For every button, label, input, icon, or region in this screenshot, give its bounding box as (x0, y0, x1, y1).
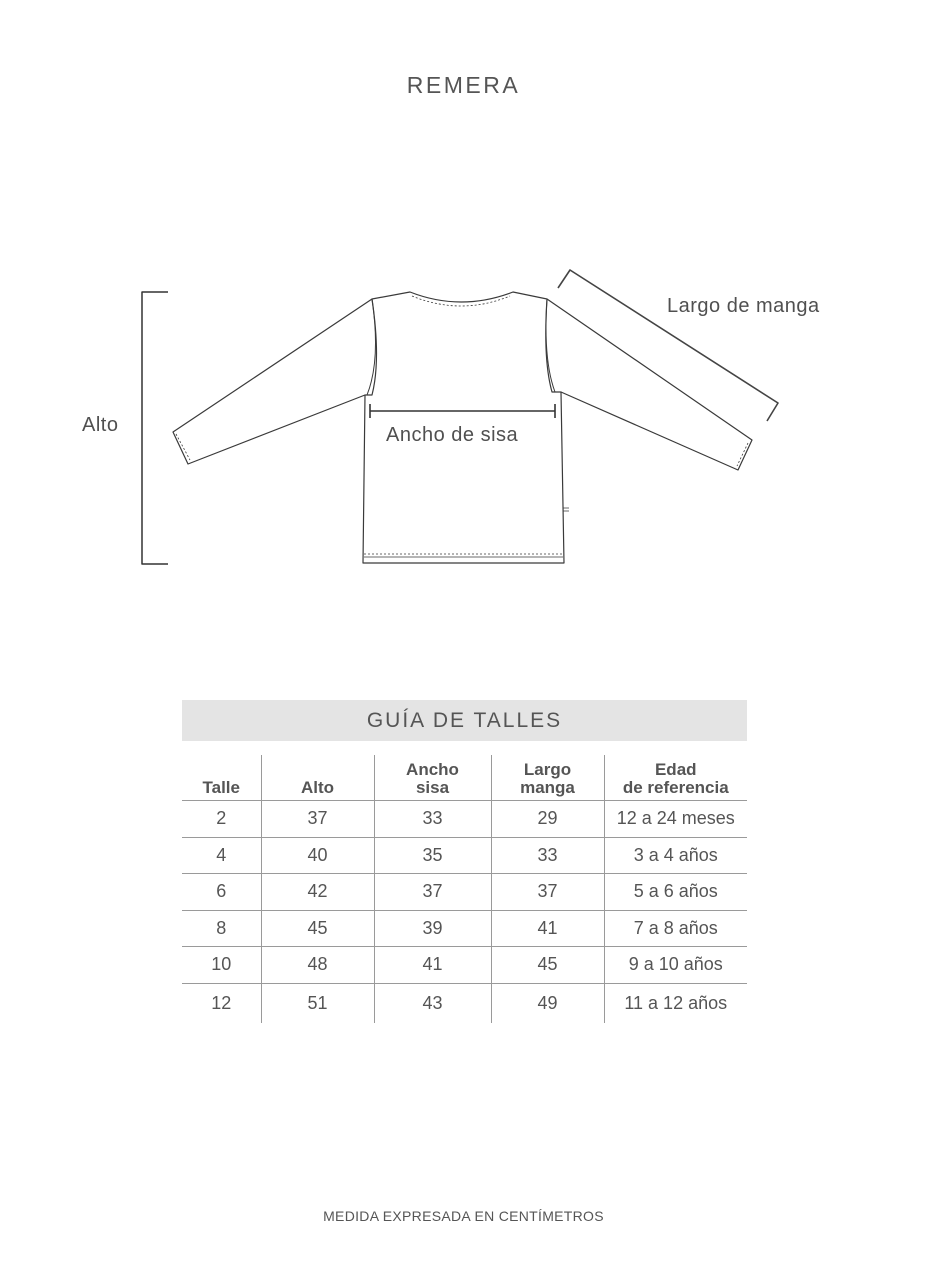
table-row (182, 983, 747, 1023)
table-cell-ancho-sisa: 41 (374, 947, 491, 984)
units-footnote: MEDIDA EXPRESADA EN CENTÍMETROS (323, 1208, 604, 1224)
largo-manga-measure-line (558, 270, 778, 421)
table-cell-alto: 37 (261, 801, 374, 838)
table-cell-talle: 6 (182, 874, 261, 911)
ancho-sisa-label: Ancho de sisa (386, 424, 519, 446)
column-header-ancho-sisa (374, 755, 491, 801)
column-header-alto (261, 755, 374, 801)
table-cell-alto: 51 (261, 983, 374, 1023)
table-cell-edad: 12 a 24 meses (604, 801, 747, 838)
column-header-text: sisa (415, 778, 450, 797)
table-cell-alto: 48 (261, 947, 374, 984)
table-row (182, 947, 747, 984)
size-guide-title: GUÍA DE TALLES (182, 700, 747, 741)
table-cell-ancho-sisa: 43 (374, 983, 491, 1023)
table-row (182, 910, 747, 947)
side-tag (563, 508, 569, 511)
table-cell-talle: 2 (182, 801, 261, 838)
column-header-text: Edad (654, 760, 697, 779)
table-cell-talle: 8 (182, 910, 261, 947)
table-cell-largo-manga: 29 (491, 801, 604, 838)
page-title: REMERA (406, 72, 521, 98)
table-cell-ancho-sisa: 35 (374, 837, 491, 874)
table-cell-largo-manga: 37 (491, 874, 604, 911)
right-sleeve-outline (547, 299, 752, 470)
table-cell-edad: 5 a 6 años (604, 874, 747, 911)
table-cell-talle: 10 (182, 947, 261, 984)
column-header-text: manga (520, 778, 575, 797)
table-cell-talle: 12 (211, 992, 232, 1013)
column-header-talle (182, 755, 261, 801)
table-cell-edad: 9 a 10 años (604, 947, 747, 984)
table-cell-ancho-sisa: 39 (374, 910, 491, 947)
largo-manga-label: Largo de manga (667, 295, 820, 317)
table-cell-ancho-sisa: 37 (374, 874, 491, 911)
alto-label: Alto (82, 414, 119, 436)
column-header-text: de referencia (622, 778, 729, 797)
column-header-text: Alto (300, 778, 335, 797)
alto-bracket (142, 292, 168, 564)
size-table (182, 755, 747, 1023)
left-sleeve-outline (173, 299, 372, 464)
table-cell-alto: 40 (261, 837, 374, 874)
column-header-largo-manga (491, 755, 604, 801)
table-row (182, 801, 747, 838)
table-row (182, 874, 747, 911)
column-header-text: Largo (523, 760, 572, 779)
table-row (182, 837, 747, 874)
table-cell-largo-manga: 41 (491, 910, 604, 947)
table-cell-edad: 11 a 12 años (604, 983, 747, 1023)
size-table-header-row (182, 755, 747, 801)
table-cell-largo-manga: 49 (491, 983, 604, 1023)
table-cell-edad: 3 a 4 años (604, 837, 747, 874)
table-cell-alto: 42 (261, 874, 374, 911)
table-cell-largo-manga: 33 (491, 837, 604, 874)
table-cell-largo-manga: 45 (491, 947, 604, 984)
armhole-seam (367, 299, 555, 395)
column-header-text: Ancho (406, 760, 459, 779)
table-cell-talle: 4 (182, 837, 261, 874)
column-header-edad (604, 755, 747, 801)
table-cell-alto: 45 (261, 910, 374, 947)
table-cell-ancho-sisa: 33 (374, 801, 491, 838)
column-header-text: Talle (202, 778, 240, 797)
table-cell-edad: 7 a 8 años (604, 910, 747, 947)
